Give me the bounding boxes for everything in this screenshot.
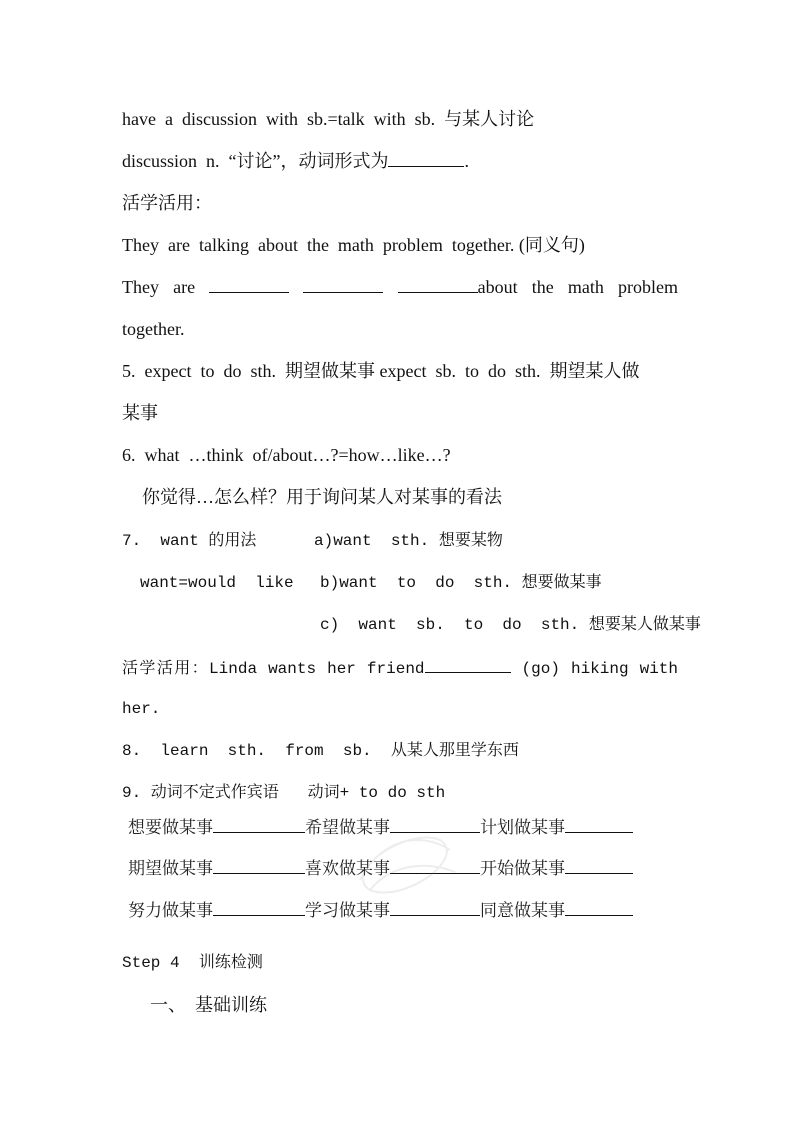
answer-blank[interactable] — [565, 816, 633, 833]
practice-label: 活学活用： — [122, 193, 212, 213]
grid-label: 希望做某事 — [305, 818, 390, 838]
discussion-noun-line — [122, 150, 469, 172]
grid-label: 同意做某事 — [480, 901, 565, 921]
grid-label: 喜欢做某事 — [305, 859, 390, 879]
grid-label: 期望做某事 — [128, 859, 213, 879]
item-6-explanation: 你觉得…怎么样？用于询问某人对某事的看法 — [142, 487, 502, 507]
example-sentence: They are talking about the math problem together. (同义句) — [122, 235, 585, 255]
rewrite-suffix: about the math problem — [477, 277, 678, 297]
grid-label: 计划做某事 — [480, 818, 565, 838]
answer-blank[interactable] — [213, 816, 305, 833]
item-8-learn: 8. learn sth. from sb. 从某人那里学东西 — [122, 742, 519, 760]
phrase-discussion: have a discussion with sb.=talk with sb. 与某人讨论 — [122, 109, 535, 129]
rewrite-sentence-line — [122, 276, 678, 298]
answer-blank[interactable] — [213, 857, 305, 874]
grid-label: 努力做某事 — [128, 901, 213, 921]
item-5-continuation: 某事 — [122, 403, 158, 423]
item-7-want-heading: 7. want 的用法 — [122, 532, 257, 550]
period: . — [464, 151, 469, 171]
grid-label: 学习做某事 — [305, 901, 390, 921]
watermark-logo — [330, 810, 480, 920]
grid-label: 想要做某事 — [128, 818, 213, 838]
discussion-noun-text: discussion n. “讨论”，动词形式为 — [122, 151, 389, 171]
practice-linda-suffix: (go) hiking with — [521, 660, 678, 678]
step-4-heading: Step 4 训练检测 — [122, 954, 263, 972]
grid-label: 开始做某事 — [480, 859, 565, 879]
practice-linda-prefix: 活学活用：Linda wants her friend — [122, 660, 425, 678]
answer-blank[interactable] — [565, 857, 633, 874]
item-6-what-think: 6. what …think of/about…?=how…like…? — [122, 445, 451, 465]
item-7-want-c: c) want sb. to do sth. 想要某人做某事 — [320, 616, 701, 634]
answer-blank[interactable] — [425, 656, 511, 673]
item-7-would-like: want=would like — [140, 574, 294, 592]
answer-blank[interactable] — [565, 899, 633, 916]
answer-blank[interactable] — [388, 150, 464, 167]
section-basic-training: 一、 基础训练 — [150, 995, 267, 1015]
answer-blank[interactable] — [209, 276, 289, 293]
rewrite-continuation: together. — [122, 319, 185, 339]
item-7-want-a: a)want sth. 想要某物 — [314, 532, 503, 550]
practice-linda-line — [122, 656, 678, 680]
answer-blank[interactable] — [398, 276, 478, 293]
rewrite-prefix: They are — [122, 277, 196, 297]
item-7-want-b: b)want to do sth. 想要做某事 — [320, 574, 602, 592]
answer-blank[interactable] — [303, 276, 383, 293]
item-9-infinitive-heading: 9. 动词不定式作宾语 动词+ to do sth — [122, 784, 446, 802]
answer-blank[interactable] — [213, 899, 305, 916]
practice-linda-continuation: her. — [122, 700, 161, 718]
item-5-expect: 5. expect to do sth. 期望做某事 expect sb. to do sth. 期望某人做 — [122, 361, 640, 381]
